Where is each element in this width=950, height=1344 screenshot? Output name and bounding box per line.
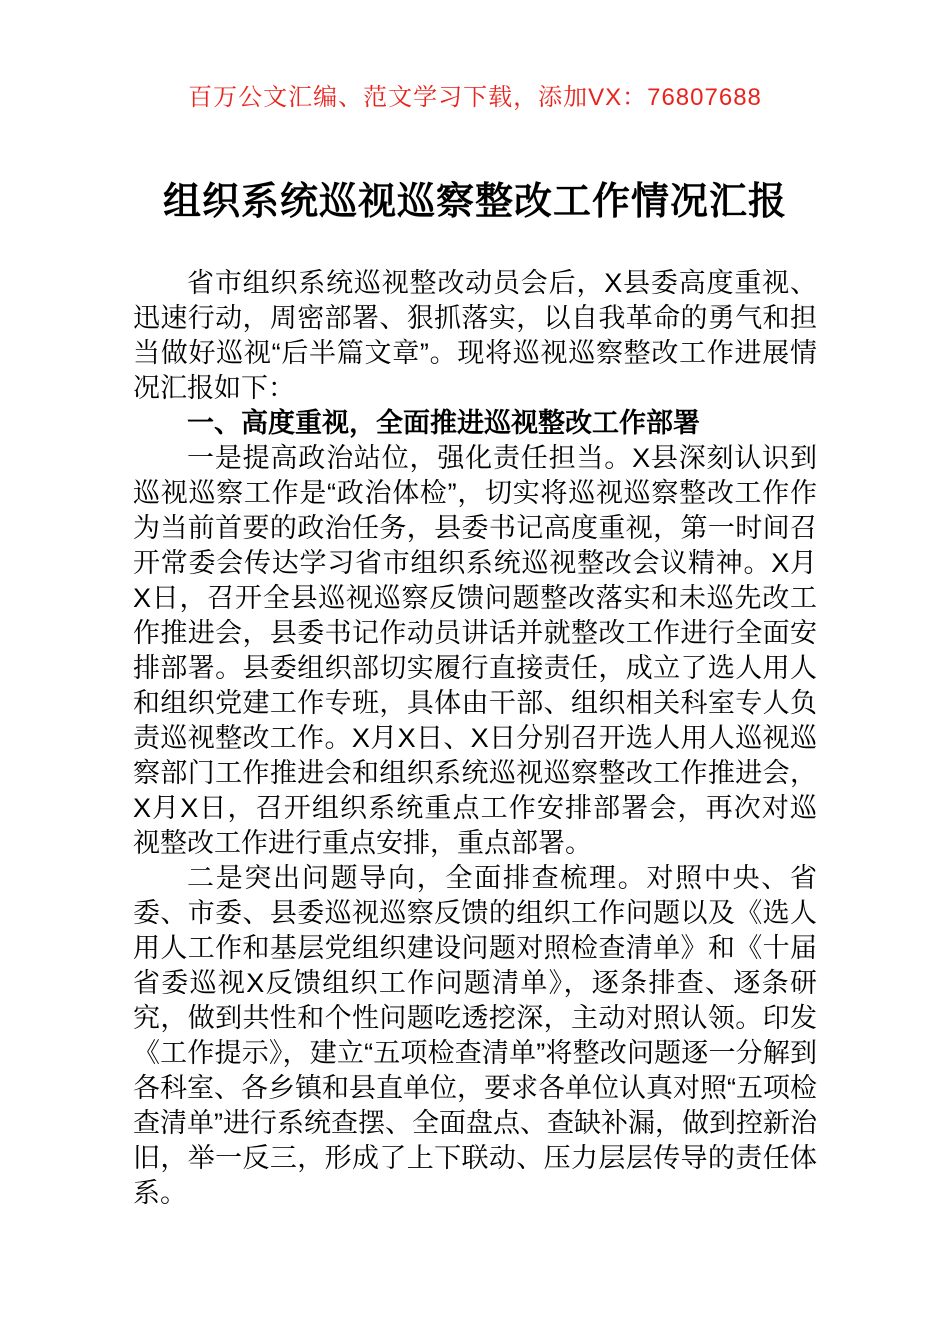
document-body [133, 266, 817, 1211]
section-heading-1: 一、高度重视，全面推进巡视整改工作部署 [187, 408, 700, 438]
promo-banner: 百万公文汇编、范文学习下载，添加VX：76807688 [188, 84, 762, 111]
paragraph-point-1: 一是提高政治站位，强化责任担当。X县深刻认识到巡视巡察工作是“政治体检”，切实将巡视巡察整改工作作为当前首要的政治任务，县委书记高度重视，第一时间召开常委会传达学习省市组织系统巡视整改会议精神。X月X日，召开全县巡视巡察反馈问题整改落实和未巡先改工作推进会，县委书记作动员讲话并就整改工作进行全面安排部署。县委组织部切实履行直接责任，成立了选人用人和组织党建工作专班，具体由干部、组织相关科室专人负责巡视整改工作。X月X日、X日分别召开选人用人巡视巡察部门工作推进会和组织系统巡视巡察整改工作推进会，X月X日，召开组织系统重点工作安排部署会，再次对巡视整改工作进行重点安排，重点部署。 [133, 443, 817, 858]
document-title: 组织系统巡视巡察整改工作情况汇报 [162, 181, 787, 223]
paragraph-intro: 省市组织系统巡视整改动员会后，X县委高度重视、迅速行动，周密部署、狠抓落实，以自我革命的勇气和担当做好巡视“后半篇文章”。现将巡视巡察整改工作进展情况汇报如下： [133, 268, 817, 403]
paragraph-point-2: 二是突出问题导向，全面排查梳理。对照中央、省委、市委、县委巡视巡察反馈的组织工作问题以及《选人用人工作和基层党组织建设问题对照检查清单》和《十届省委巡视X反馈组织工作问题清单》，逐条排查、逐条研究，做到共性和个性问题吃透挖深，主动对照认领。印发《工作提示》，建立“五项检查清单”将整改问题逐一分解到各科室、各乡镇和县直单位，要求各单位认真对照“五项检查清单”进行系统查摆、全面盘点、查缺补漏，做到控新治旧，举一反三，形成了上下联动、压力层层传导的责任体系。 [133, 863, 817, 1208]
